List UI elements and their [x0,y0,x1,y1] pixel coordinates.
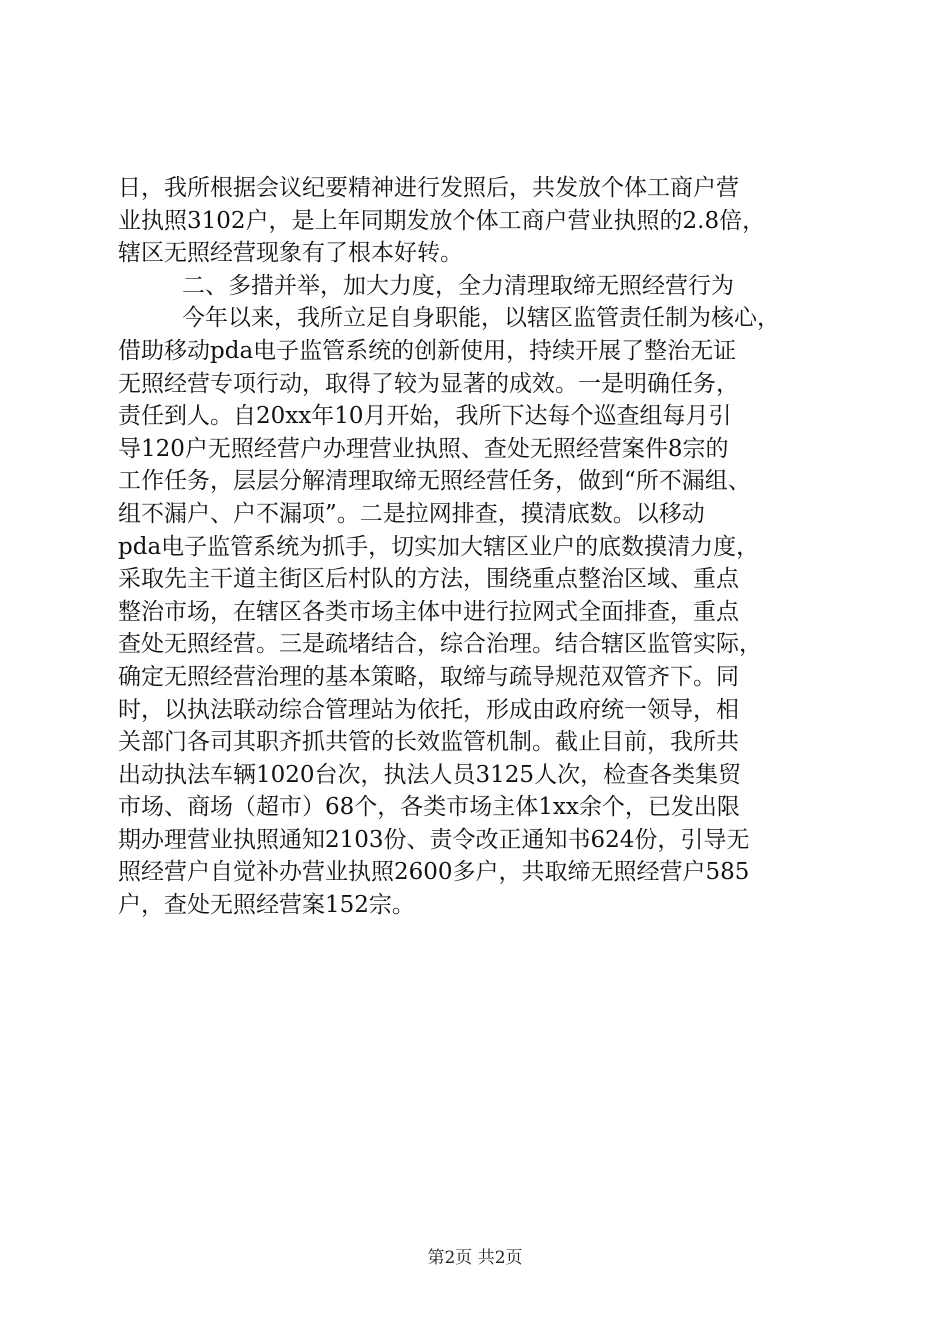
text-line: 查处无照经营。三是疏堵结合，综合治理。结合辖区监管实际， [118,631,762,658]
text-line: 组不漏户、户不漏项”。二是拉网排查，摸清底数。以移动 [118,500,705,527]
text-line: pda电子监管系统为抓手，切实加大辖区业户的底数摸清力度， [118,533,760,560]
text-line: 责任到人。自20xx年10月开始，我所下达每个巡查组每月引 [118,403,732,430]
section-heading [118,270,838,303]
text-line: 关部门各司其职齐抓共管的长效监管机制。截止目前，我所共 [118,729,739,756]
text-line: 今年以来，我所立足自身职能，以辖区监管责任制为核心， [182,305,780,332]
text-line: 工作任务，层层分解清理取缔无照经营任务，做到“所不漏组、 [118,468,751,495]
text-line: 辖区无照经营现象有了根本好转。 [118,240,463,267]
text-line: 采取先主干道主街区后村队的方法，围绕重点整治区域、重点 [118,566,739,593]
text-line: 市场、商场（超市）68个，各类市场主体1xx余个，已发出限 [118,794,740,821]
heading-line: 二、多措并举，加大力度，全力清理取缔无照经营行为 [182,272,734,299]
text-line: 整治市场，在辖区各类市场主体中进行拉网式全面排查，重点 [118,598,739,625]
text-line: 照经营户自觉补办营业执照2600多户，共取缔无照经营户585 [118,859,750,886]
text-line: 期办理营业执照通知2103份、责令改正通知书624份，引导无 [118,826,750,853]
text-line: 导120户无照经营户办理营业执照、查处无照经营案件8宗的 [118,435,729,462]
text-line: 无照经营专项行动，取得了较为显著的成效。一是明确任务， [118,370,739,397]
text-line: 时，以执法联动综合管理站为依托，形成由政府统一领导，相 [118,696,739,723]
paragraph-2 [118,302,838,921]
text-line: 借助移动pda电子监管系统的创新使用，持续开展了整治无证 [118,337,737,364]
text-line: 业执照3102户，是上年同期发放个体工商户营业执照的2.8倍， [118,207,766,234]
text-line: 户，查处无照经营案152宗。 [118,892,415,919]
text-line: 确定无照经营治理的基本策略，取缔与疏导规范双管齐下。同 [118,663,739,690]
page-footer: 第2页 共2页 [427,1248,523,1268]
document-body [118,172,838,922]
text-line: 日，我所根据会议纪要精神进行发照后，共发放个体工商户营 [118,175,739,201]
paragraph-1 [118,172,838,270]
text-line: 出动执法车辆1020台次，执法人员3125人次，检查各类集贸 [118,761,742,788]
